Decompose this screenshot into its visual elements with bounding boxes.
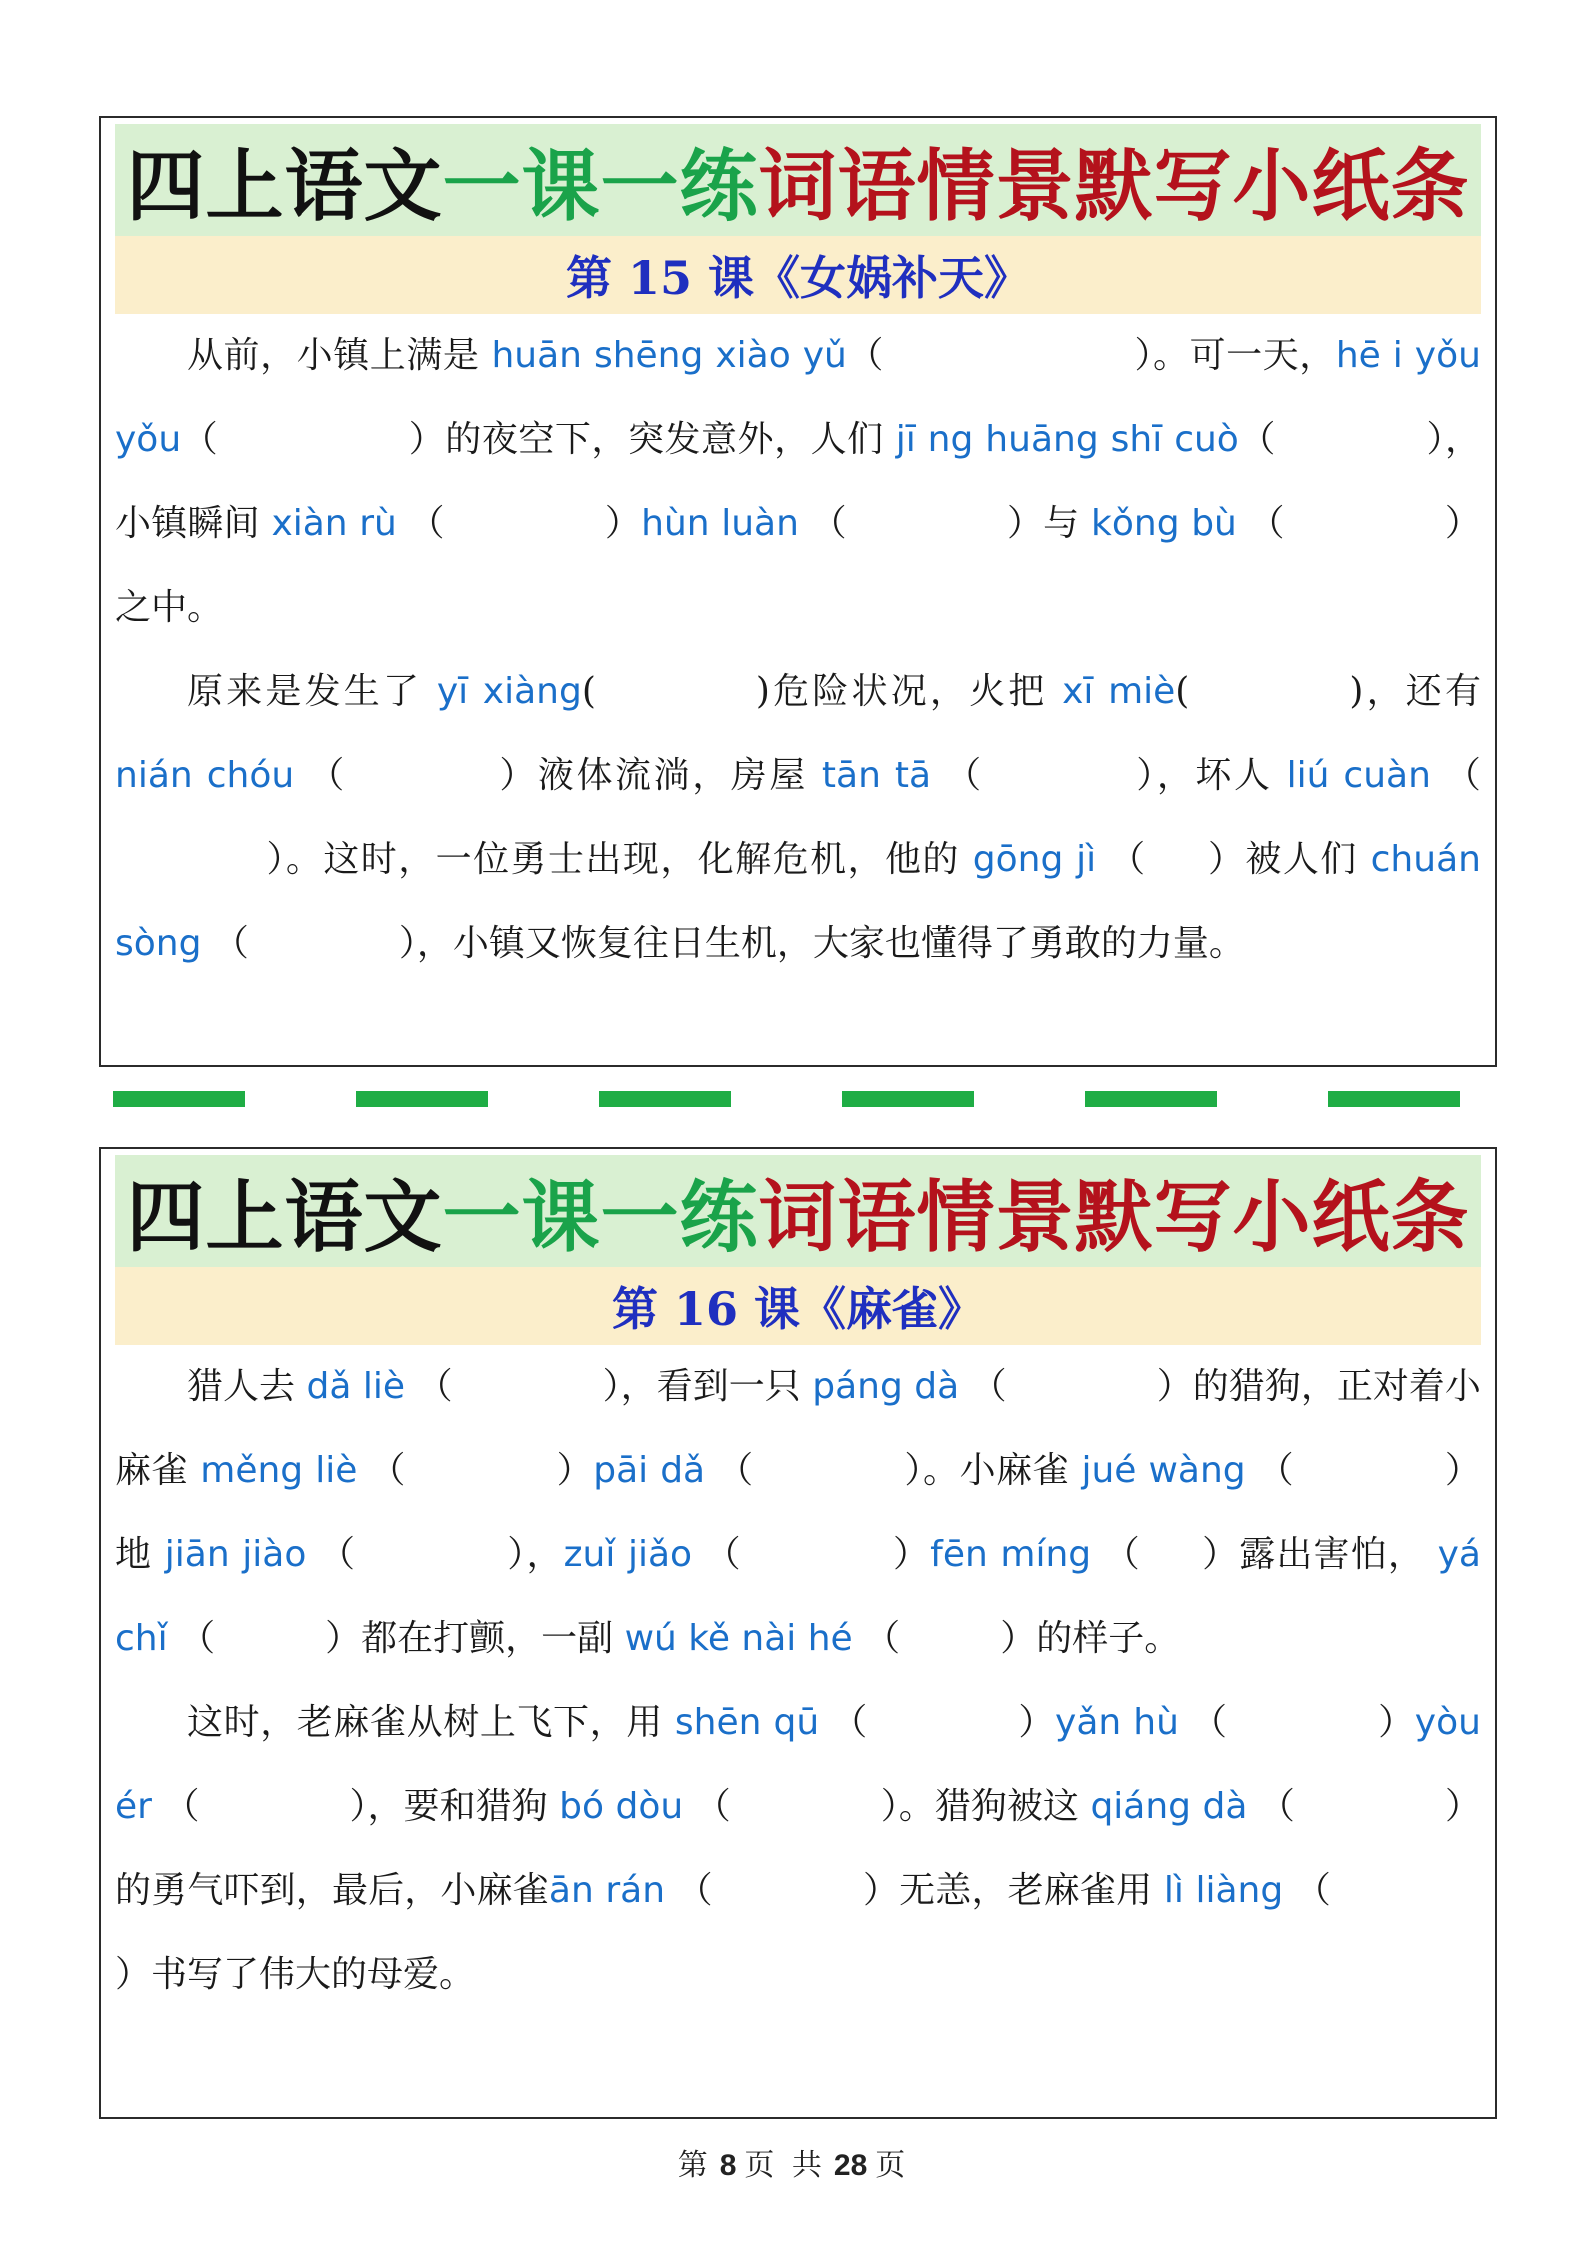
title-part-subject: 四上语文 (126, 1172, 443, 1263)
passage-paragraph (115, 1681, 1481, 2017)
text: 猎人去 (187, 1366, 296, 1407)
title-part-subject: 四上语文 (126, 141, 443, 232)
pinyin-prompt: yǎn hù (1055, 1702, 1179, 1743)
text: ）与 (1006, 503, 1080, 544)
pinyin-prompt: hùn luàn (641, 503, 799, 544)
text: （ (1109, 839, 1147, 880)
pinyin-prompt: jī ng huāng shī cuò (895, 419, 1239, 460)
lesson-heading (115, 236, 1481, 314)
text: （ (1258, 1786, 1295, 1827)
text: ）之中。 (115, 503, 1481, 628)
pinyin-prompt: yòu ér (115, 1702, 1481, 1827)
text: )危险状况，火把 (755, 671, 1048, 712)
text: ），要和猎狗 (349, 1786, 548, 1827)
pinyin-prompt: gōng jì (972, 839, 1097, 880)
dashed-divider-segment (356, 1091, 488, 1107)
text: （ (864, 1618, 901, 1659)
total-pages: 28 (833, 2149, 868, 2182)
passage-paragraph (115, 314, 1481, 650)
text: 从前，小镇上满是 (187, 335, 480, 376)
text: ），小镇瞬间 (115, 419, 1481, 544)
title-part-topic: 词语情景默写小纸条 (758, 141, 1470, 232)
dashed-divider-segment (599, 1091, 731, 1107)
text: ）。可一天， (1133, 335, 1336, 376)
pinyin-prompt: huān shēng xiào yǔ (491, 335, 847, 376)
passage (115, 314, 1481, 986)
pinyin-prompt: pāi dǎ (593, 1450, 706, 1491)
pinyin-prompt: tān tā (821, 755, 932, 796)
text: （ (704, 1534, 742, 1575)
pinyin-prompt: páng dà (812, 1366, 960, 1407)
pinyin-prompt: jué wàng (1081, 1450, 1246, 1491)
text: ），小镇又恢复往日生机，大家也懂得了勇敢的力量。 (398, 923, 1245, 964)
pinyin-prompt: xiàn rù (271, 503, 397, 544)
pinyin-prompt: xī miè (1062, 671, 1176, 712)
pinyin-prompt: nián chóu (115, 755, 295, 796)
pinyin-prompt: ān rán (548, 1870, 666, 1911)
text: （ (1444, 755, 1481, 796)
text: （ (1238, 419, 1276, 460)
text: ），看到一只 (602, 1366, 801, 1407)
text: ）。猎狗被这 (880, 1786, 1079, 1827)
pinyin-prompt: qiáng dà (1090, 1786, 1248, 1827)
dashed-divider-segment (1085, 1091, 1217, 1107)
text: （ (694, 1786, 731, 1827)
text: （ (318, 1534, 357, 1575)
text: （ (1248, 503, 1285, 544)
worksheet-title (115, 124, 1481, 236)
text: （ (212, 923, 249, 964)
text: ）无恙，老麻雀用 (862, 1870, 1153, 1911)
text: （ (369, 1450, 407, 1491)
lesson-label: 第 16 课《麻雀》 (611, 1282, 985, 1336)
pinyin-prompt: chuán sòng (115, 839, 1481, 964)
text: ） (1377, 1702, 1415, 1743)
text: ）的勇气吓到，最后，小麻雀 (115, 1786, 1481, 1911)
text: )，还有 (1349, 671, 1481, 712)
text: （ (676, 1870, 713, 1911)
text: ）。这时，一位勇士出现，化解危机，他的 (265, 839, 960, 880)
text: ） (1017, 1702, 1056, 1743)
pinyin-prompt: bó dòu (559, 1786, 684, 1827)
text: ）的样子。 (1000, 1618, 1181, 1659)
current-page: 8 (719, 2149, 737, 2182)
page-number-middle: 页 共 (744, 2148, 826, 2183)
worksheet-card-lesson-15 (99, 116, 1497, 1067)
pinyin-prompt: shēn qū (674, 1702, 820, 1743)
pinyin-prompt: lì liàng (1163, 1870, 1284, 1911)
text: （ (717, 1450, 754, 1491)
text: 这时，老麻雀从树上飞下，用 (187, 1702, 663, 1743)
pinyin-prompt: zuǐ jiǎo (563, 1534, 693, 1575)
text: ）露出害怕， (1200, 1534, 1426, 1575)
pinyin-prompt: kǒng bù (1091, 503, 1237, 544)
passage (115, 1345, 1481, 2017)
text: （ (179, 1618, 216, 1659)
text: （ (1190, 1702, 1228, 1743)
text: （ (163, 1786, 200, 1827)
pinyin-prompt: yá chǐ (115, 1534, 1481, 1659)
text: ）的猎狗，正对着小麻雀 (115, 1366, 1481, 1491)
text: 原来是发生了 (187, 671, 423, 712)
text: （ (970, 1366, 1007, 1407)
dashed-divider-segment (842, 1091, 974, 1107)
text: （ (1294, 1870, 1331, 1911)
lesson-heading (115, 1267, 1481, 1345)
pinyin-prompt: wú kě nài hé (624, 1618, 853, 1659)
worksheet-title (115, 1155, 1481, 1267)
text: ）液体流淌，房屋 (496, 755, 808, 796)
page-number-suffix: 页 (875, 2148, 910, 2183)
passage-paragraph (115, 650, 1481, 986)
text: ）， (506, 1534, 564, 1575)
text: ( (581, 671, 596, 712)
text: ）地 (115, 1450, 1481, 1575)
worksheet-card-lesson-16 (99, 1147, 1497, 2119)
lesson-label: 第 15 课《女娲补天》 (565, 251, 1031, 305)
pinyin-prompt: liú cuàn (1286, 755, 1431, 796)
pinyin-prompt: hē i yǒu yǒu (115, 335, 1481, 460)
text: （ (945, 755, 984, 796)
text: ） (556, 1450, 594, 1491)
title-part-topic: 词语情景默写小纸条 (758, 1172, 1470, 1263)
text: ）的夜空下，突发意外，人们 (408, 419, 884, 460)
text: ） (891, 1534, 931, 1575)
text: （ (1103, 1534, 1141, 1575)
title-part-series: 一课一练 (442, 141, 759, 232)
text: （ (831, 1702, 868, 1743)
pinyin-prompt: jiān jiào (164, 1534, 307, 1575)
page-number (0, 2140, 1587, 2184)
text: ）都在打颤，一副 (325, 1618, 614, 1659)
text: ）书写了伟大的母爱。 (115, 1954, 476, 1995)
text: ），坏人 (1133, 755, 1273, 796)
text: （ (810, 503, 847, 544)
text: （ (308, 755, 347, 796)
text: （ (846, 335, 884, 376)
pinyin-prompt: dǎ liè (306, 1366, 406, 1407)
pinyin-prompt: měng liè (200, 1450, 358, 1491)
pinyin-prompt: yī xiàng (436, 671, 582, 712)
text: ( (1175, 671, 1190, 712)
dashed-divider-segment (1328, 1091, 1460, 1107)
passage-paragraph (115, 1345, 1481, 1681)
title-part-series: 一课一练 (442, 1172, 759, 1263)
dashed-divider-segment (113, 1091, 245, 1107)
text: （ (1257, 1450, 1295, 1491)
page-number-prefix: 第 (677, 2148, 712, 2183)
text: ）被人们 (1206, 839, 1358, 880)
text: （ (416, 1366, 453, 1407)
text: （ (181, 419, 219, 460)
text: ）。小麻雀 (903, 1450, 1070, 1491)
text: ） (604, 503, 642, 544)
text: （ (408, 503, 445, 544)
pinyin-prompt: fēn míng (930, 1534, 1092, 1575)
